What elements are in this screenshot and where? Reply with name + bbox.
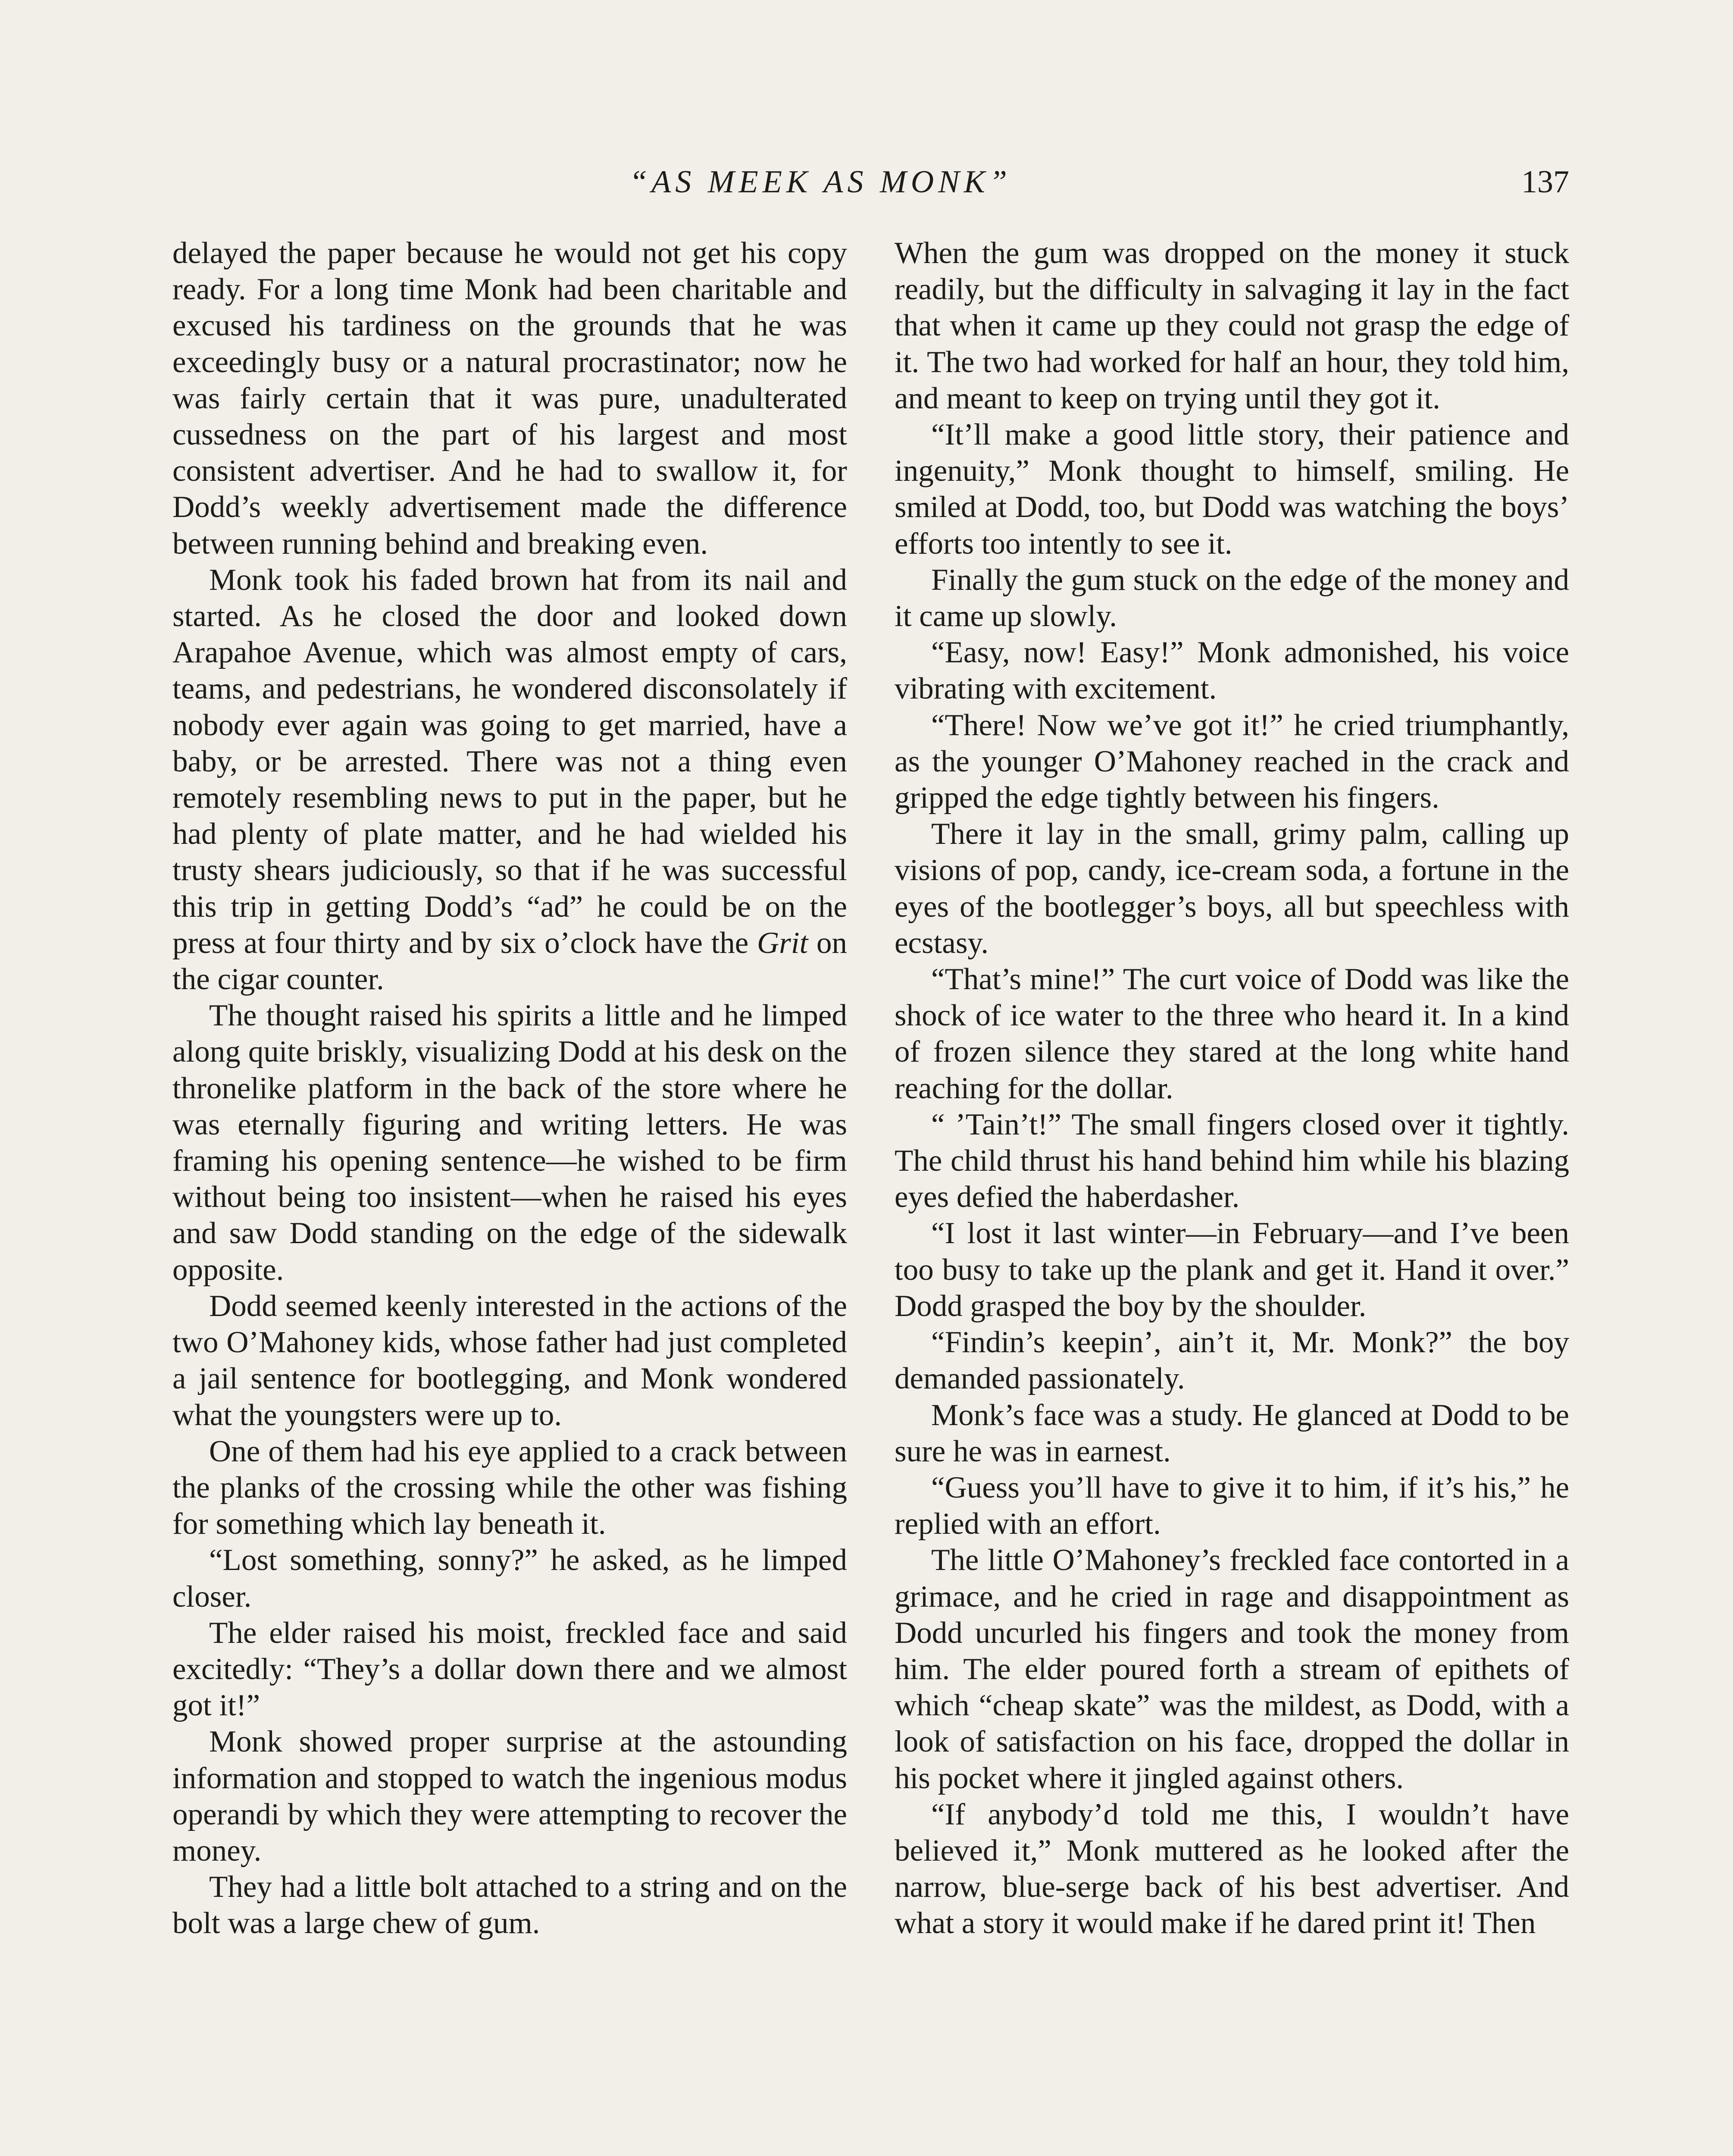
page-number: 137 [1521,164,1569,200]
paragraph: Dodd seemed keenly interested in the actions of the two O’Mahoney kids, whose father had just completed a jail sentence for bootlegging, and Monk wondered what the youngsters were up to. [172,1289,847,1432]
paragraph: When the gum was dropped on the money it stuck readily, but the difficulty in salvaging it lay in the fact that when it came up they could not grasp the edge of it. The two had worked for half an hour, they told him, and meant to keep on trying until they got it. [895,236,1569,415]
paragraph: They had a little bolt attached to a string and on the bolt was a large chew of gum. [172,1870,847,1940]
right-column [895,235,1569,1942]
paragraph: Monk showed proper surprise at the astounding information and stopped to watch the ingenious modus operandi by which they were attempting to recover the money. [172,1725,847,1868]
paragraph: There it lay in the small, grimy palm, calling up visions of pop, candy, ice-cream soda, a fortune in the eyes of the bootlegger’s boys, all but speechless with ecstasy. [895,817,1569,960]
paragraph: “If anybody’d told me this, I wouldn’t have believed it,” Monk muttered as he looked after the narrow, blue-serge back of his best advertiser. And what a story it would make if he dared print it! Then [895,1797,1569,1940]
paragraph: “I lost it last winter—in February—and I’ve been too busy to take up the plank and get it. Hand it over.” Dodd grasped the boy by the shoulder. [895,1216,1569,1323]
paragraph: Monk took his faded brown hat from its nail and started. As he closed the door and looked down Arapahoe Avenue, which was almost empty of cars, teams, and pedestrians, he wondered disconsolately if nobody ever again was going to get married, have a baby, or be arrested. There was not a thing even remotely resembling news to put in the paper, but he had plenty of plate matter, and he had wielded his trusty shears judiciously, so that if he was successful this trip in getting Dodd’s “ad” he could be on the press at four thirty and by six o’clock have the Grit on the cigar counter. [172,563,848,997]
paragraph: “There! Now we’ve got it!” he cried triumphantly, as the younger O’Mahoney reached in the crack and gripped the edge tightly between his fingers. [895,708,1569,815]
running-head: “AS MEEK AS MONK” [629,164,1012,200]
paragraph: The thought raised his spirits a little and he limped along quite briskly, visualizing Dodd at his desk on the thronelike platform in the back of the store where he was eternally figuring and writing letters. He was framing his opening sentence—he wished to be firm without being too insistent—when he raised his eyes and saw Dodd standing on the edge of the sidewalk opposite. [172,999,847,1287]
paragraph: “ ’Tain’t!” The small fingers closed over it tightly. The child thrust his hand behind him while his blazing eyes defied the haberdasher. [895,1107,1569,1214]
paragraph: “Easy, now! Easy!” Monk admonished, his voice vibrating with excitement. [895,636,1569,706]
paragraph: “It’ll make a good little story, their patience and ingenuity,” Monk thought to himself, smiling. He smiled at Dodd, too, but Dodd was watching the boys’ efforts too intently to see it. [895,418,1569,561]
paragraph: “Findin’s keepin’, ain’t it, Mr. Monk?” the boy demanded passionately. [895,1326,1569,1396]
paragraph: One of them had his eye applied to a crack between the planks of the crossing while the other was fishing for something which lay beneath it. [172,1434,847,1541]
paragraph: delayed the paper because he would not get his copy ready. For a long time Monk had been charitable and excused his tardiness on the grounds that he was exceedingly busy or a natural procrastinator; now he was fairly certain that it was pure, unadulterated cussedness on the part of his largest and most consistent advertiser. And he had to swallow it, for Dodd’s weekly advertisement made the difference between running behind and breaking even. [172,236,847,561]
paragraph: “Lost something, sonny?” he asked, as he limped closer. [172,1543,847,1614]
paragraph: The little O’Mahoney’s freckled face contorted in a grimace, and he cried in rage and disappointment as Dodd uncurled his fingers and took the money from him. The elder poured forth a stream of epithets of which “cheap skate” was the mildest, as Dodd, with a look of satisfaction on his face, dropped the dollar in his pocket where it jingled against others. [895,1543,1569,1795]
paragraph: “Guess you’ll have to give it to him, if it’s his,” he replied with an effort. [895,1470,1569,1541]
left-column [172,235,847,1942]
paragraph: “That’s mine!” The curt voice of Dodd was like the shock of ice water to the three who heard it. In a kind of frozen silence they stared at the long white hand reaching for the dollar. [895,962,1569,1105]
paragraph: Finally the gum stuck on the edge of the money and it came up slowly. [895,563,1569,633]
newspaper-name: Grit [757,926,808,960]
paragraph: The elder raised his moist, freckled face and said excitedly: “They’s a dollar down there and we almost got it!” [172,1616,847,1723]
paragraph: Monk’s face was a study. He glanced at Dodd to be sure he was in earnest. [895,1398,1569,1468]
